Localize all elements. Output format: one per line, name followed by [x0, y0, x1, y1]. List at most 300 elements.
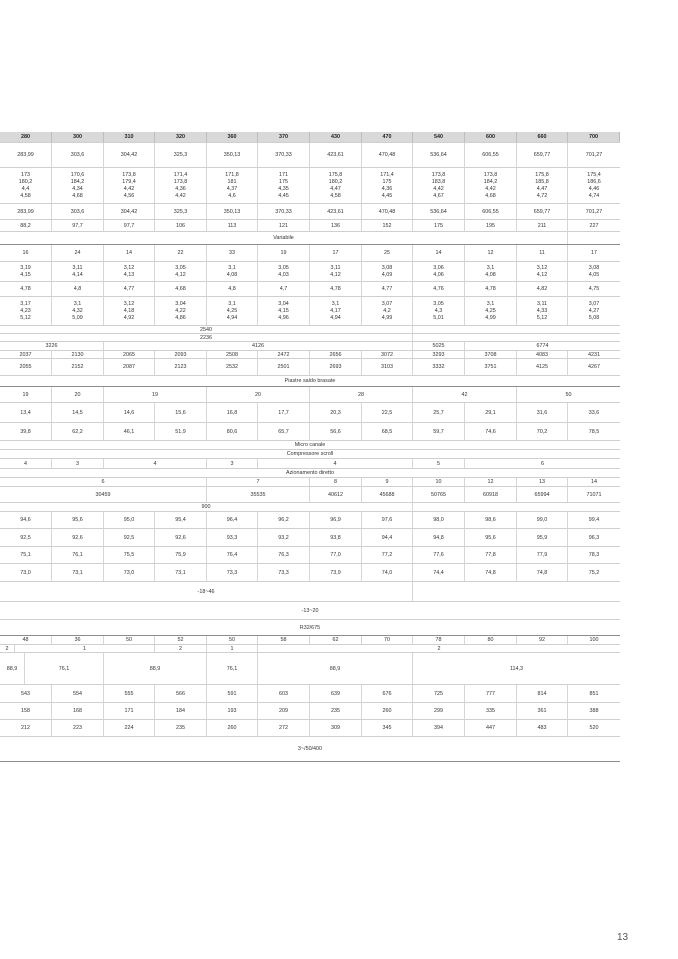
- cell-line: 4,56: [123, 192, 135, 199]
- table-row: [0, 450, 620, 459]
- cell-line: 4,27: [588, 307, 600, 314]
- table-cell: 394: [413, 720, 465, 736]
- table-cell: 4,8: [207, 282, 258, 296]
- table-cell: 4,78: [0, 282, 52, 296]
- cell-line: 4,18: [123, 307, 135, 314]
- cell-line: 4,25: [226, 307, 238, 314]
- table-cell: 20: [207, 387, 310, 402]
- table-cell: 75,2: [588, 569, 600, 576]
- table-cell: 676: [362, 685, 413, 702]
- table-row: [0, 469, 620, 478]
- cell-line: 4,33: [536, 307, 548, 314]
- cell-line: 173,8: [122, 171, 136, 178]
- table-cell: [155, 297, 207, 325]
- cell-line: 3,07: [381, 300, 393, 307]
- table-cell: 68,5: [362, 423, 413, 440]
- table-cell: 76,1: [207, 653, 258, 684]
- table-cell: 14,5: [52, 403, 104, 422]
- table-cell: 1: [15, 645, 155, 652]
- table-cell: [207, 262, 258, 281]
- table-cell: 303,6: [52, 143, 104, 167]
- table-cell: 20: [52, 387, 104, 402]
- cell-line: 3,07: [588, 300, 600, 307]
- table-row: [0, 334, 620, 342]
- table-cell: 76,1: [25, 653, 104, 684]
- table-cell: 78: [413, 636, 465, 644]
- cell-line: 171: [279, 171, 288, 178]
- table-cell: 12: [465, 245, 517, 261]
- cell-line: 4,67: [433, 192, 444, 199]
- table-cell: [52, 262, 104, 281]
- table-cell: [104, 168, 155, 203]
- table-cell: 777: [465, 685, 517, 702]
- table-row: [0, 204, 620, 220]
- cell-line: 4,06: [433, 271, 444, 278]
- table-cell: 223: [52, 720, 104, 736]
- column-header: 300: [52, 132, 104, 142]
- table-cell: 13,4: [0, 403, 52, 422]
- table-cell: 5025: [413, 342, 465, 350]
- table-cell: [310, 262, 362, 281]
- table-cell: 99,4: [588, 517, 600, 523]
- cell-line: 4,58: [20, 192, 31, 199]
- table-cell: 20,3: [310, 403, 362, 422]
- table-cell: 4083: [517, 351, 568, 358]
- table-cell: 325,3: [155, 204, 207, 219]
- cell-line: 3,05: [278, 264, 289, 271]
- table-cell: 606,55: [465, 143, 517, 167]
- table-cell: 299: [413, 703, 465, 719]
- cell-line: 4,68: [72, 192, 83, 199]
- table-cell: 74,4: [413, 564, 465, 581]
- table-cell: 4,76: [413, 282, 465, 296]
- cell-line: 4,12: [330, 271, 341, 278]
- table-cell: 814: [517, 685, 568, 702]
- cell-line: 4,14: [72, 271, 83, 278]
- table-cell: 40612: [310, 487, 362, 502]
- table-cell: 701,27: [585, 208, 603, 215]
- table-cell: Variabile: [0, 232, 568, 244]
- table-row: [0, 685, 620, 703]
- table-row: [0, 403, 620, 423]
- column-header: 360: [207, 132, 258, 142]
- table-cell: 2532: [207, 359, 258, 375]
- table-cell: 3072: [362, 351, 413, 358]
- table-cell: 36: [52, 636, 104, 644]
- table-cell: 900: [0, 503, 413, 511]
- table-cell: 2501: [258, 359, 310, 375]
- table-cell: 73,9: [310, 564, 362, 581]
- cell-line: 184,2: [70, 178, 85, 185]
- table-cell: 17: [310, 245, 362, 261]
- table-cell: [465, 262, 517, 281]
- table-cell: 2055: [0, 359, 52, 375]
- table-row: [0, 387, 620, 403]
- table-cell: 4125: [517, 359, 568, 375]
- table-cell: 4: [0, 459, 52, 468]
- table-cell: 3708: [465, 351, 517, 358]
- table-cell: 388: [589, 708, 599, 714]
- cell-line: 3,12: [123, 300, 135, 307]
- table-cell: 3226: [0, 342, 104, 350]
- cell-line: 175,8: [328, 171, 343, 178]
- cell-line: 4,99: [485, 314, 496, 321]
- cell-line: 3,1: [228, 264, 236, 271]
- table-cell: 96,9: [310, 512, 362, 528]
- table-cell: [413, 168, 465, 203]
- table-cell: 325,3: [155, 143, 207, 167]
- table-cell: 272: [258, 720, 310, 736]
- table-cell: 2037: [0, 351, 52, 358]
- table-cell: 193: [207, 703, 258, 719]
- table-cell: 92,6: [155, 529, 207, 546]
- table-cell: 5: [413, 459, 465, 468]
- table-cell: 235: [310, 703, 362, 719]
- table-cell: [517, 297, 568, 325]
- table-cell: 31,6: [517, 403, 568, 422]
- table-row: [0, 232, 620, 245]
- table-cell: 73,0: [0, 564, 52, 581]
- table-cell: [155, 168, 207, 203]
- cell-line: 3,11: [536, 300, 548, 307]
- table-cell: 17: [591, 250, 597, 256]
- table-cell: 33: [207, 245, 258, 261]
- cell-line: 4,08: [485, 271, 496, 278]
- table-cell: [258, 262, 310, 281]
- cell-line: 171,8: [225, 171, 239, 178]
- table-cell: 50: [565, 391, 572, 398]
- table-cell: 16: [0, 245, 52, 261]
- table-cell: 3103: [362, 359, 413, 375]
- cell-line: 4,12: [175, 271, 186, 278]
- table-cell: 77,8: [465, 547, 517, 563]
- cell-line: 4,74: [588, 192, 600, 199]
- table-cell: 96,4: [207, 512, 258, 528]
- table-cell: 73,0: [104, 564, 155, 581]
- table-cell: [517, 262, 568, 281]
- cell-line: 171,4: [173, 171, 188, 178]
- table-cell: 88,2: [0, 220, 52, 231]
- table-row: [0, 620, 620, 636]
- table-cell: 74,8: [465, 564, 517, 581]
- table-cell: 345: [362, 720, 413, 736]
- table-cell: 2130: [52, 351, 104, 358]
- table-cell: Piastre saldo brasate: [284, 378, 336, 384]
- table-cell: [310, 168, 362, 203]
- cell-line: 4,4: [21, 185, 30, 192]
- table-cell: 283,99: [0, 204, 52, 219]
- table-cell: 11: [517, 245, 568, 261]
- table-cell: 75,9: [155, 547, 207, 563]
- table-cell: 50: [207, 636, 258, 644]
- table-cell: 22,5: [362, 403, 413, 422]
- cell-line: 4,23: [20, 307, 31, 314]
- table-row: [0, 376, 620, 387]
- cell-line: 4,15: [20, 271, 31, 278]
- table-cell: 1: [207, 645, 258, 652]
- table-cell: 260: [207, 720, 258, 736]
- cell-line: 170,6: [70, 171, 85, 178]
- table-row: [0, 703, 620, 720]
- cell-line: 3,05: [433, 300, 444, 307]
- column-header: 470: [362, 132, 413, 142]
- table-cell: 136: [310, 220, 362, 231]
- table-cell: 95,0: [104, 512, 155, 528]
- table-cell: 39,8: [0, 423, 52, 440]
- table-row: [0, 487, 620, 503]
- table-row: [0, 602, 620, 620]
- cell-line: 3,06: [433, 264, 444, 271]
- table-cell: 536,64: [413, 204, 465, 219]
- table-cell: 88,9: [104, 653, 207, 684]
- table-cell: -18~46: [0, 582, 413, 601]
- table-cell: 74,6: [465, 423, 517, 440]
- table-cell: 62,2: [52, 423, 104, 440]
- cell-line: 4,86: [175, 314, 186, 321]
- cell-line: 179,4: [122, 178, 136, 185]
- table-cell: 566: [155, 685, 207, 702]
- table-cell: 96,3: [588, 534, 600, 541]
- table-cell: 92: [517, 636, 568, 644]
- cell-line: 175: [382, 178, 392, 185]
- cell-line: 3,1: [331, 300, 340, 307]
- cell-line: 4,03: [278, 271, 289, 278]
- cell-line: 3,04: [278, 300, 289, 307]
- table-cell: 19: [258, 245, 310, 261]
- table-cell: 96,2: [258, 512, 310, 528]
- table-cell: 22: [155, 245, 207, 261]
- cell-line: 4,17: [330, 307, 341, 314]
- cell-line: 3,11: [72, 264, 83, 271]
- table-cell: 77,6: [413, 547, 465, 563]
- table-cell: 12: [465, 478, 517, 486]
- table-cell: 71071: [586, 491, 602, 498]
- table-cell: 78,5: [588, 428, 600, 435]
- table-cell: 14,6: [104, 403, 155, 422]
- table-cell: 93,2: [258, 529, 310, 546]
- table-cell: 100: [589, 637, 599, 643]
- table-row: [0, 342, 620, 351]
- table-cell: 212: [0, 720, 52, 736]
- table-cell: -13~20: [301, 607, 319, 614]
- table-row: [0, 737, 620, 762]
- table-cell: [310, 297, 362, 325]
- table-cell: 8: [310, 478, 362, 486]
- table-cell: 2236: [0, 334, 413, 341]
- table-cell: [104, 297, 155, 325]
- table-cell: 74,8: [517, 564, 568, 581]
- cell-line: 4,13: [123, 271, 135, 278]
- table-cell: 227: [589, 222, 599, 229]
- table-cell: 97,7: [52, 220, 104, 231]
- table-cell: 95,4: [155, 512, 207, 528]
- table-cell: 9: [362, 478, 413, 486]
- cell-line: 4,34: [72, 185, 83, 192]
- column-header: 660: [517, 132, 568, 142]
- table-cell: 78,3: [588, 552, 600, 558]
- table-cell: 483: [517, 720, 568, 736]
- table-cell: 423,61: [310, 204, 362, 219]
- cell-line: 4,47: [536, 185, 548, 192]
- cell-line: 3,19: [20, 264, 31, 271]
- table-cell: 70: [362, 636, 413, 644]
- table-cell: 171: [104, 703, 155, 719]
- column-header: 370: [258, 132, 310, 142]
- table-cell: 62: [310, 636, 362, 644]
- column-header: 540: [413, 132, 465, 142]
- table-cell: 304,42: [104, 204, 155, 219]
- table-cell: 77,0: [310, 547, 362, 563]
- cell-line: 175,4: [587, 171, 601, 178]
- table-cell: 88,9: [258, 653, 413, 684]
- spec-table: [0, 132, 620, 762]
- table-cell: 4,68: [155, 282, 207, 296]
- cell-line: 173,8: [431, 171, 446, 178]
- table-cell: 3~/50/400: [297, 746, 323, 752]
- table-cell: [568, 262, 620, 281]
- table-cell: 701,27: [585, 152, 603, 158]
- table-row: [0, 423, 620, 441]
- table-cell: 94,4: [362, 529, 413, 546]
- table-row: [0, 262, 620, 282]
- column-header: 280: [0, 132, 52, 142]
- table-cell: 2693: [310, 359, 362, 375]
- cell-line: 4,22: [175, 307, 186, 314]
- cell-line: 5,12: [536, 314, 548, 321]
- cell-line: 173: [21, 171, 30, 178]
- cell-line: 3,1: [228, 300, 236, 307]
- cell-line: 173,8: [173, 178, 188, 185]
- table-cell: 56,6: [310, 423, 362, 440]
- table-row: [0, 512, 620, 529]
- table-cell: 2093: [155, 351, 207, 358]
- table-cell: 93,3: [207, 529, 258, 546]
- cell-line: 4,99: [381, 314, 393, 321]
- table-cell: 283,99: [0, 143, 52, 167]
- table-cell: 95,6: [465, 529, 517, 546]
- table-cell: 447: [465, 720, 517, 736]
- table-cell: 93,8: [310, 529, 362, 546]
- column-header: 700: [568, 132, 620, 142]
- table-cell: 25,7: [413, 403, 465, 422]
- table-row: [0, 547, 620, 564]
- table-row: [0, 297, 620, 326]
- table-cell: R32/675: [299, 624, 321, 631]
- cell-line: 4,45: [278, 192, 289, 199]
- table-cell: [568, 297, 620, 325]
- column-header: 320: [155, 132, 207, 142]
- table-row: [0, 359, 620, 376]
- cell-line: 183,8: [431, 178, 446, 185]
- table-cell: 73,1: [155, 564, 207, 581]
- table-cell: [413, 262, 465, 281]
- table-cell: Micro canale: [294, 442, 326, 448]
- table-cell: 113: [207, 220, 258, 231]
- cell-line: 4,94: [330, 314, 341, 321]
- table-cell: 370,33: [258, 204, 310, 219]
- table-cell: 224: [104, 720, 155, 736]
- table-cell: 14: [104, 245, 155, 261]
- table-cell: 591: [207, 685, 258, 702]
- table-cell: 94,6: [0, 512, 52, 528]
- table-cell: 3: [52, 459, 104, 468]
- cell-line: 4,96: [278, 314, 289, 321]
- cell-line: 4,3: [434, 307, 443, 314]
- table-cell: 3332: [413, 359, 465, 375]
- table-cell: [0, 168, 52, 203]
- table-cell: 65994: [517, 487, 568, 502]
- cell-line: 4,36: [381, 185, 393, 192]
- cell-line: 3,17: [20, 300, 31, 307]
- table-cell: 42: [413, 387, 517, 402]
- table-cell: 4: [104, 459, 207, 468]
- table-cell: 606,55: [465, 204, 517, 219]
- cell-line: 4,25: [485, 307, 496, 314]
- table-row: [0, 220, 620, 232]
- cell-line: 185,8: [535, 178, 549, 185]
- table-cell: 99,0: [517, 512, 568, 528]
- table-cell: 152: [362, 220, 413, 231]
- table-cell: [362, 262, 413, 281]
- table-row: [0, 478, 620, 487]
- table-cell: 4126: [104, 342, 413, 350]
- table-cell: 98,6: [465, 512, 517, 528]
- cell-line: 4,42: [485, 185, 496, 192]
- table-cell: 6774: [536, 343, 549, 349]
- table-cell: 19: [104, 387, 207, 402]
- table-cell: 2: [0, 645, 15, 652]
- table-cell: 121: [258, 220, 310, 231]
- cell-line: 4,6: [228, 192, 236, 199]
- table-cell: 639: [310, 685, 362, 702]
- table-cell: 4,78: [465, 282, 517, 296]
- cell-line: 4,46: [588, 185, 600, 192]
- table-cell: 470,48: [362, 143, 413, 167]
- table-cell: 2508: [207, 351, 258, 358]
- table-cell: [155, 262, 207, 281]
- table-cell: 77,9: [517, 547, 568, 563]
- table-cell: 4,77: [104, 282, 155, 296]
- cell-line: 4,94: [226, 314, 238, 321]
- table-cell: 2540: [0, 326, 413, 333]
- table-cell: [568, 168, 620, 203]
- table-cell: 10: [413, 478, 465, 486]
- cell-line: 4,09: [381, 271, 393, 278]
- table-cell: 350,13: [207, 204, 258, 219]
- table-cell: 659,77: [517, 143, 568, 167]
- cell-line: 5,08: [588, 314, 600, 321]
- table-cell: 335: [465, 703, 517, 719]
- table-row: [0, 529, 620, 547]
- table-cell: 2123: [155, 359, 207, 375]
- cell-line: 4,72: [536, 192, 548, 199]
- table-cell: 543: [0, 685, 52, 702]
- table-cell: 88,9: [0, 653, 25, 684]
- table-cell: 51,9: [155, 423, 207, 440]
- table-cell: 4231: [588, 351, 600, 358]
- table-cell: [258, 168, 310, 203]
- table-cell: 50: [104, 636, 155, 644]
- table-row: [0, 245, 620, 262]
- cell-line: 184,2: [483, 178, 498, 185]
- table-cell: 2152: [52, 359, 104, 375]
- table-cell: 95,9: [517, 529, 568, 546]
- table-cell: 92,5: [0, 529, 52, 546]
- table-cell: 211: [517, 220, 568, 231]
- table-cell: 106: [155, 220, 207, 231]
- table-cell: 97,6: [362, 512, 413, 528]
- table-cell: 97,7: [104, 220, 155, 231]
